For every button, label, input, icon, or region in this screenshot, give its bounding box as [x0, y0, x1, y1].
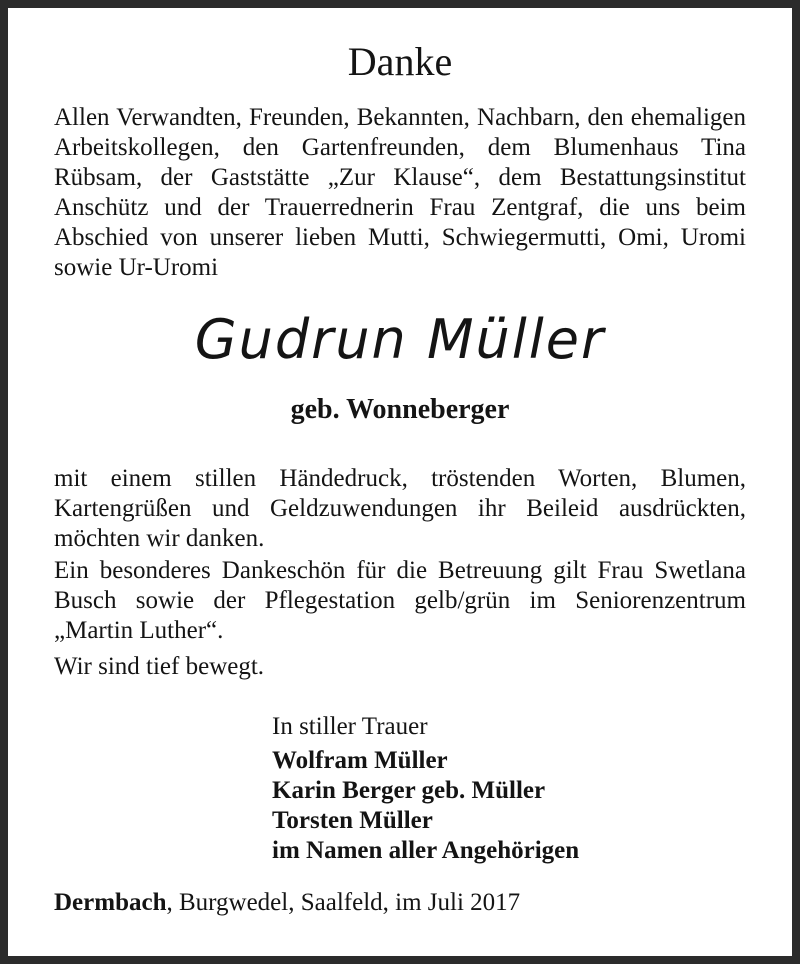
place-rest: , Burgwedel, Saalfeld, im Juli 2017: [166, 889, 521, 916]
mourner-name: im Namen aller Angehörigen: [272, 837, 580, 864]
maiden-name: geb. Wonneberger: [290, 394, 510, 425]
signoff-block: [272, 712, 579, 866]
mourner-name: Torsten Müller: [272, 807, 433, 834]
mourner-name: Karin Berger geb. Müller: [272, 777, 546, 804]
signoff-intro: In stiller Trauer: [272, 713, 428, 740]
special-thanks-paragraph: Ein besonderes Dankeschön für die Betreuung gilt Frau Swetlana Busch sowie der Pflegestation gelb/grün im Seniorenzentrum „Martin Luther“.: [54, 557, 746, 644]
deceased-name: Gudrun Müller: [194, 308, 606, 371]
intro-paragraph: Allen Verwandten, Freunden, Bekannten, Nachbarn, den ehemaligen Arbeitskollegen, den Gartenfreunden, dem Blumenhaus Tina Rübsam, der Gaststätte „Zur Klause“, dem Bestattungsinstitut Anschütz und der Trauerrednerin Frau Zentgraf, die uns beim Abschied von unserer lieben Mutti, Schwiegermutti, Omi, Uromi sowie Ur-Uromi: [54, 104, 746, 281]
thanks-paragraph: mit einem stillen Händedruck, tröstenden Worten, Blumen, Kartengrüßen und Geldzuwendungen ihr Beileid ausdrückten, möchten wir danken.: [54, 465, 746, 552]
closing-sentence: Wir sind tief bewegt.: [54, 653, 265, 680]
mourner-name: Wolfram Müller: [272, 747, 448, 774]
notice-title: Danke: [347, 39, 453, 84]
place-main: Dermbach: [54, 889, 167, 916]
place-and-date: [54, 888, 520, 918]
